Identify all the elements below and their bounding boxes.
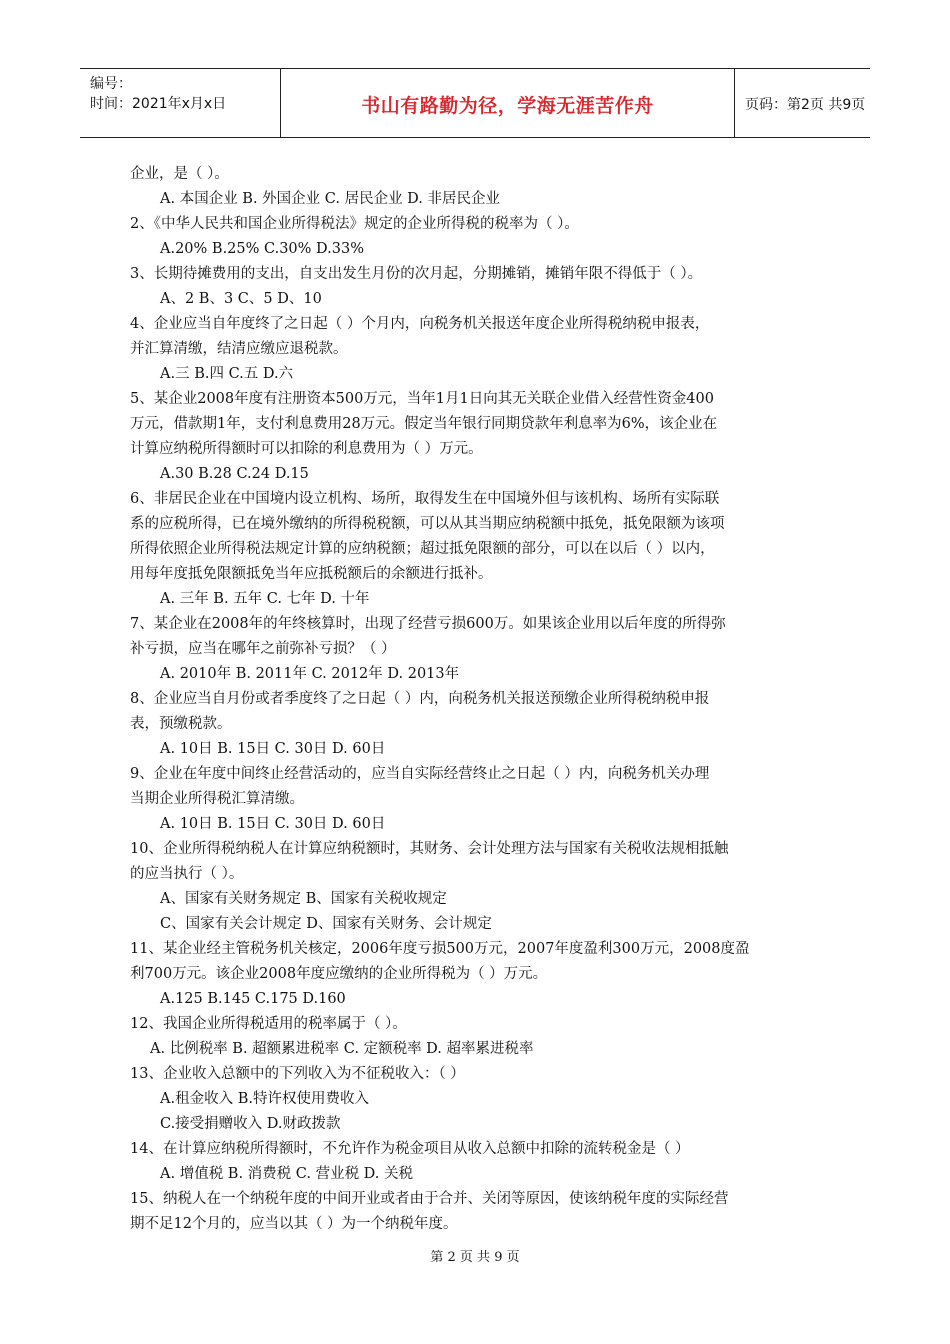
document-date-label: 时间：2021年x月x日: [90, 96, 227, 112]
question-10: 10、企业所得税纳税人在计算应纳税额时，其财务、会计处理方法与国家有关税收法规相抵触: [130, 841, 729, 857]
question-11: 11、某企业经主管税务机关核定，2006年度亏损500万元，2007年度盈利300万元，2008度盈: [130, 941, 750, 957]
question-6: 6、非居民企业在中国境内设立机构、场所，取得发生在中国境外但与该机构、场所有实际联: [130, 491, 720, 507]
answer-options: A.三 B.四 C.五 D.六: [160, 366, 294, 382]
answer-options: A.20% B.25% C.30% D.33%: [160, 241, 364, 257]
question-2: 2、《中华人民共和国企业所得税法》规定的企业所得税的税率为（ ）。: [130, 216, 579, 232]
text-line: 所得依照企业所得税法规定计算的应纳税额；超过抵免限额的部分，可以在以后（ ）以内，: [130, 541, 715, 557]
answer-options: A. 增值税 B. 消费税 C. 营业税 D. 关税: [160, 1166, 414, 1182]
question-8: 8、企业应当自月份或者季度终了之日起（ ）内，向税务机关报送预缴企业所得税纳税申报: [130, 691, 710, 707]
answer-options: C、国家有关会计规定 D、国家有关财务、会计规定: [160, 916, 492, 932]
text-line: 系的应税所得，已在境外缴纳的所得税税额，可以从其当期应纳税额中抵免，抵免限额为该项: [130, 516, 725, 532]
question-14: 14、在计算应纳税所得额时，不允许作为税金项目从收入总额中扣除的流转税金是（ ）: [130, 1141, 690, 1157]
page-footer: 第 2 页 共 9 页: [430, 1250, 520, 1265]
text-line: 表，预缴税款。: [130, 716, 232, 732]
question-13: 13、企业收入总额中的下列收入为不征税收入：（ ）: [130, 1066, 465, 1082]
answer-options: A. 2010年 B. 2011年 C. 2012年 D. 2013年: [160, 666, 460, 682]
answer-options: A. 10日 B. 15日 C. 30日 D. 60日: [160, 816, 386, 832]
answer-options: A. 三年 B. 五年 C. 七年 D. 十年: [160, 591, 370, 607]
answer-options: A、国家有关财务规定 B、国家有关税收规定: [160, 891, 447, 907]
text-line: 企业，是（ ）。: [130, 166, 229, 182]
question-4: 4、企业应当自年度终了之日起（ ）个月内，向税务机关报送年度企业所得税纳税申报表，: [130, 316, 710, 332]
text-line: 计算应纳税所得额时可以扣除的利息费用为（ ）万元。: [130, 441, 483, 457]
answer-options: A. 10日 B. 15日 C. 30日 D. 60日: [160, 741, 386, 757]
answer-options: A.租金收入 B.特许权使用费收入: [160, 1091, 369, 1107]
header-motto: 书山有路勤为径，学海无涯苦作舟: [361, 95, 654, 117]
question-9: 9、企业在年度中间终止经营活动的，应当自实际经营终止之日起（ ）内，向税务机关办理: [130, 766, 710, 782]
text-line: 用每年度抵免限额抵免当年应抵税额后的余额进行抵补。: [130, 566, 493, 582]
text-line: 期不足12个月的，应当以其（ ）为一个纳税年度。: [130, 1216, 458, 1232]
question-5: 5、某企业2008年度有注册资本500万元，当年1月1日向其无关联企业借入经营性资金400: [130, 391, 714, 407]
answer-options: A. 本国企业 B. 外国企业 C. 居民企业 D. 非居民企业: [160, 191, 501, 207]
question-3: 3、长期待摊费用的支出，自支出发生月份的次月起，分期摊销，摊销年限不得低于（ ）。: [130, 266, 703, 282]
text-line: 万元，借款期1年，支付利息费用28万元。假定当年银行同期贷款年利息率为6%，该企业在: [130, 416, 718, 432]
answer-options: A、2 B、3 C、5 D、10: [160, 291, 322, 307]
text-line: 并汇算清缴，结清应缴应退税款。: [130, 341, 348, 357]
answer-options: A. 比例税率 B. 超额累进税率 C. 定额税率 D. 超率累进税率: [150, 1041, 534, 1057]
text-line: 利700万元。该企业2008年度应缴纳的企业所得税为（ ）万元。: [130, 966, 548, 982]
page-number-label: 页码：第2页 共9页: [745, 97, 866, 113]
answer-options: A.30 B.28 C.24 D.15: [160, 466, 309, 482]
answer-options: A.125 B.145 C.175 D.160: [160, 991, 346, 1007]
text-line: 补亏损，应当在哪年之前弥补亏损？（ ）: [130, 641, 396, 657]
question-12: 12、我国企业所得税适用的税率属于（ ）。: [130, 1016, 407, 1032]
question-15: 15、纳税人在一个纳税年度的中间开业或者由于合并、关闭等原因，使该纳税年度的实际经营: [130, 1191, 729, 1207]
question-7: 7、某企业在2008年的年终核算时，出现了经营亏损600万。如果该企业用以后年度的所得弥: [130, 616, 726, 632]
text-line: 的应当执行（ ）。: [130, 866, 244, 882]
document-number-label: 编号：: [90, 76, 132, 92]
text-line: 当期企业所得税汇算清缴。: [130, 791, 304, 807]
answer-options: C.接受捐赠收入 D.财政拨款: [160, 1116, 341, 1132]
